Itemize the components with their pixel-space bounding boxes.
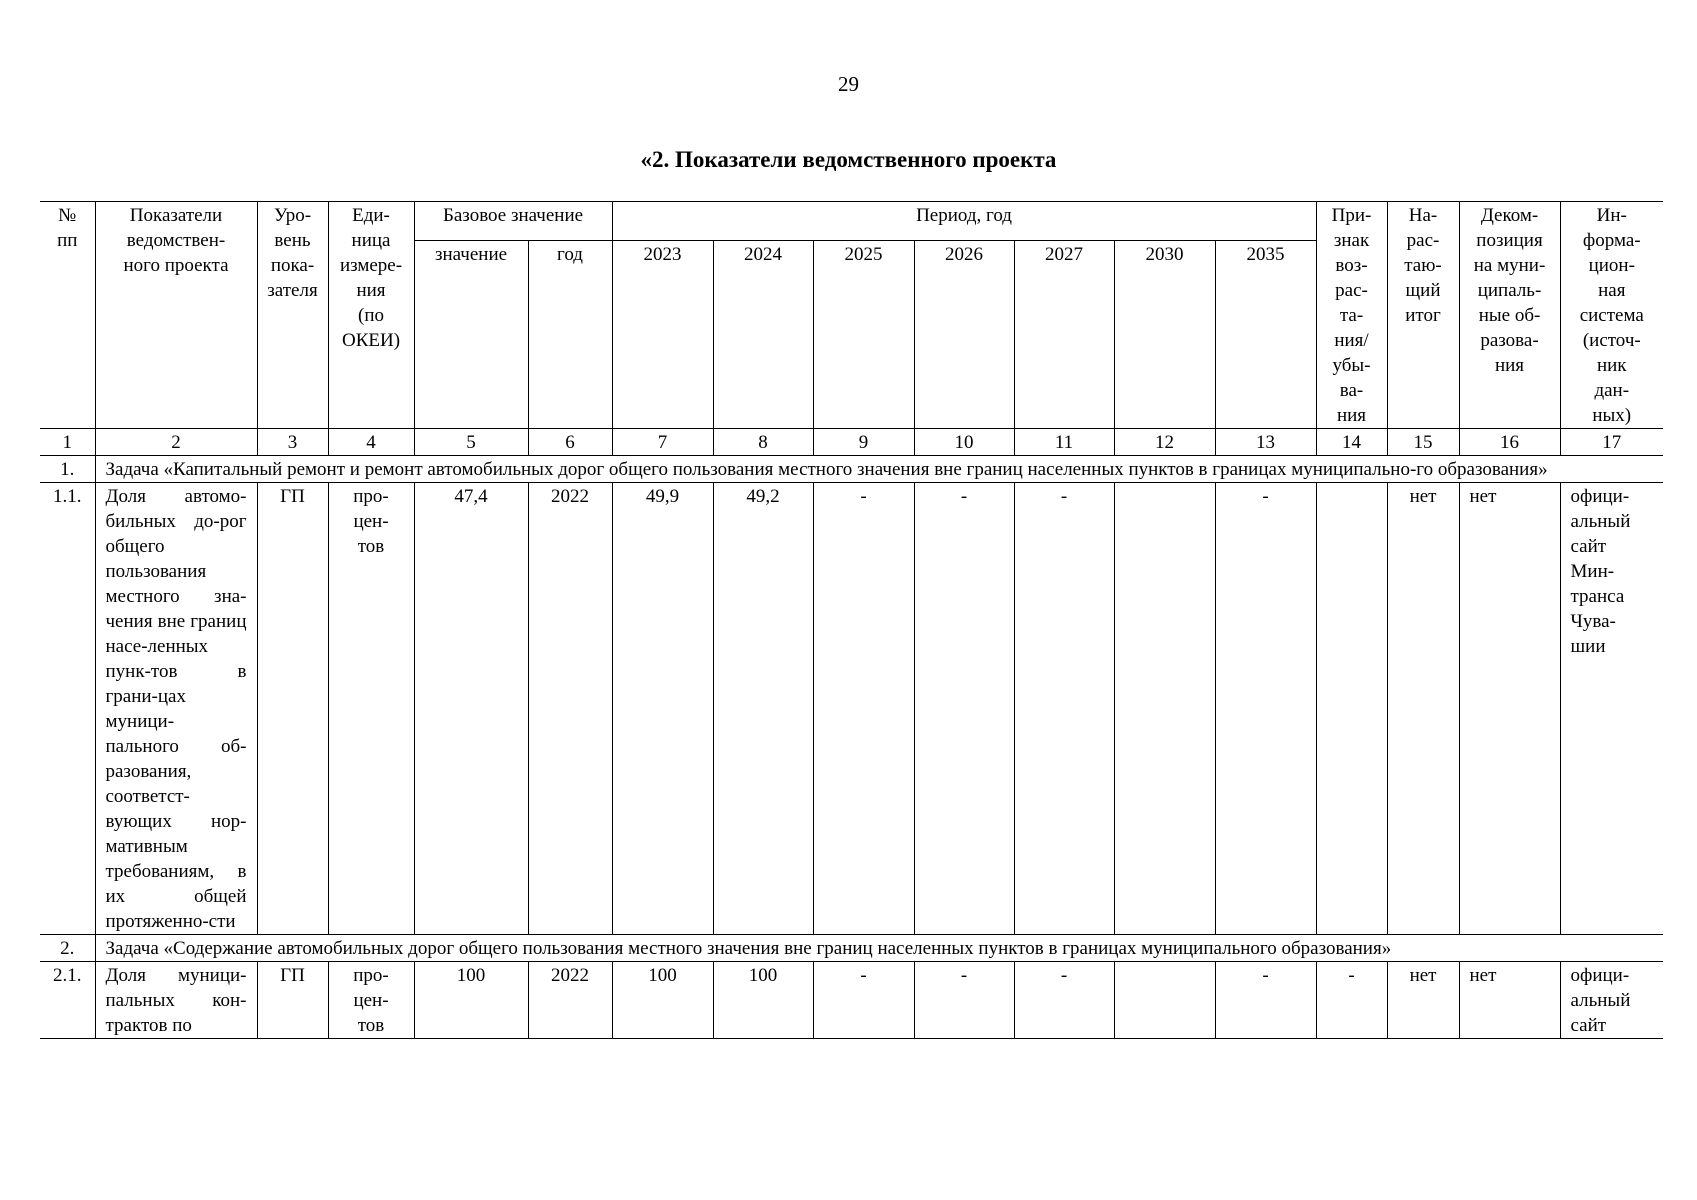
page-number: 29	[838, 72, 859, 96]
header-unit: Еди- ница измере- ния (по ОКЕИ)	[328, 202, 414, 429]
base-year: 2022	[528, 483, 612, 935]
indicator-level: ГП	[257, 483, 328, 935]
indicator-row-1-1	[40, 483, 1663, 935]
indicators-table	[40, 201, 1663, 1039]
task-row-2	[40, 935, 1663, 962]
growth-sign: -	[1316, 962, 1387, 1039]
value-2027: -	[1014, 962, 1114, 1039]
column-number: 11	[1014, 429, 1114, 456]
column-number: 8	[713, 429, 813, 456]
header-year-2023: 2023	[612, 241, 713, 429]
column-number: 5	[414, 429, 528, 456]
cumulative-total: нет	[1387, 483, 1459, 935]
indicator-name: Доля автомо-бильных до-рог общего пользования местного зна-чения вне границ насе-ленных пунк-тов в грани-цах муници-пального об-разования, соответст-вующих нор-мативным требованиям, в их общей протяженно-сти	[95, 483, 257, 935]
column-number: 13	[1215, 429, 1316, 456]
header-year-2027: 2027	[1014, 241, 1114, 429]
value-2023: 100	[612, 962, 713, 1039]
header-number: № пп	[40, 202, 95, 429]
header-sign: При- знак воз- рас- та- ния/ убы- ва- ния	[1316, 202, 1387, 429]
header-year-2030: 2030	[1114, 241, 1215, 429]
column-number: 4	[328, 429, 414, 456]
indicator-unit: про- цен- тов	[328, 962, 414, 1039]
base-value: 47,4	[414, 483, 528, 935]
column-number: 2	[95, 429, 257, 456]
header-base-group: Базовое значение	[414, 202, 612, 241]
header-level: Уро- вень пока- зателя	[257, 202, 328, 429]
data-source: офици- альный сайт	[1560, 962, 1663, 1039]
column-number: 1	[40, 429, 95, 456]
column-number: 16	[1459, 429, 1560, 456]
value-2024: 49,2	[713, 483, 813, 935]
header-year-2025: 2025	[813, 241, 914, 429]
value-2023: 49,9	[612, 483, 713, 935]
column-numbers-row	[40, 429, 1663, 456]
base-value: 100	[414, 962, 528, 1039]
indicator-level: ГП	[257, 962, 328, 1039]
header-period-group: Период, год	[612, 202, 1316, 241]
row-number: 2.1.	[40, 962, 95, 1039]
column-number: 12	[1114, 429, 1215, 456]
column-number: 9	[813, 429, 914, 456]
column-number: 14	[1316, 429, 1387, 456]
value-2026: -	[914, 962, 1014, 1039]
task-row-1	[40, 456, 1663, 483]
indicator-name: Доля муници-пальных кон-трактов по	[95, 962, 257, 1039]
section-title: «2. Показатели ведомственного проекта	[640, 147, 1057, 172]
cumulative-total: нет	[1387, 962, 1459, 1039]
task-number: 2.	[40, 935, 95, 962]
header-year-2035: 2035	[1215, 241, 1316, 429]
value-2025: -	[813, 962, 914, 1039]
value-2027: -	[1014, 483, 1114, 935]
column-number: 6	[528, 429, 612, 456]
header-base-value: значение	[414, 241, 528, 429]
column-number: 17	[1560, 429, 1663, 456]
column-number: 15	[1387, 429, 1459, 456]
value-2030	[1114, 483, 1215, 935]
header-cumulative: На- рас- таю- щий итог	[1387, 202, 1459, 429]
header-indicators: Показатели ведомствен- ного проекта	[95, 202, 257, 429]
column-number: 10	[914, 429, 1014, 456]
value-2035: -	[1215, 483, 1316, 935]
column-number: 3	[257, 429, 328, 456]
header-year-2026: 2026	[914, 241, 1014, 429]
value-2024: 100	[713, 962, 813, 1039]
header-decomposition: Деком- позиция на муни- ципаль- ные об- разова- ния	[1459, 202, 1560, 429]
value-2026: -	[914, 483, 1014, 935]
task-number: 1.	[40, 456, 95, 483]
column-number: 7	[612, 429, 713, 456]
header-base-year: год	[528, 241, 612, 429]
header-source: Ин- форма- цион- ная система (источ- ник дан- ных)	[1560, 202, 1663, 429]
indicator-unit: про- цен- тов	[328, 483, 414, 935]
task-text: Задача «Капитальный ремонт и ремонт автомобильных дорог общего пользования местного значения вне границ населенных пунктов в границах муниципально-го образования»	[95, 456, 1663, 483]
decomposition: нет	[1459, 483, 1560, 935]
data-source: офици- альный сайт Мин- транса Чува- шии	[1560, 483, 1663, 935]
base-year: 2022	[528, 962, 612, 1039]
decomposition: нет	[1459, 962, 1560, 1039]
indicator-row-2-1	[40, 962, 1663, 1039]
row-number: 1.1.	[40, 483, 95, 935]
header-year-2024: 2024	[713, 241, 813, 429]
growth-sign	[1316, 483, 1387, 935]
task-text: Задача «Содержание автомобильных дорог общего пользования местного значения вне границ населенных пунктов в границах муниципального образования»	[95, 935, 1663, 962]
value-2035: -	[1215, 962, 1316, 1039]
value-2030	[1114, 962, 1215, 1039]
header-row-top	[40, 202, 1663, 241]
value-2025: -	[813, 483, 914, 935]
